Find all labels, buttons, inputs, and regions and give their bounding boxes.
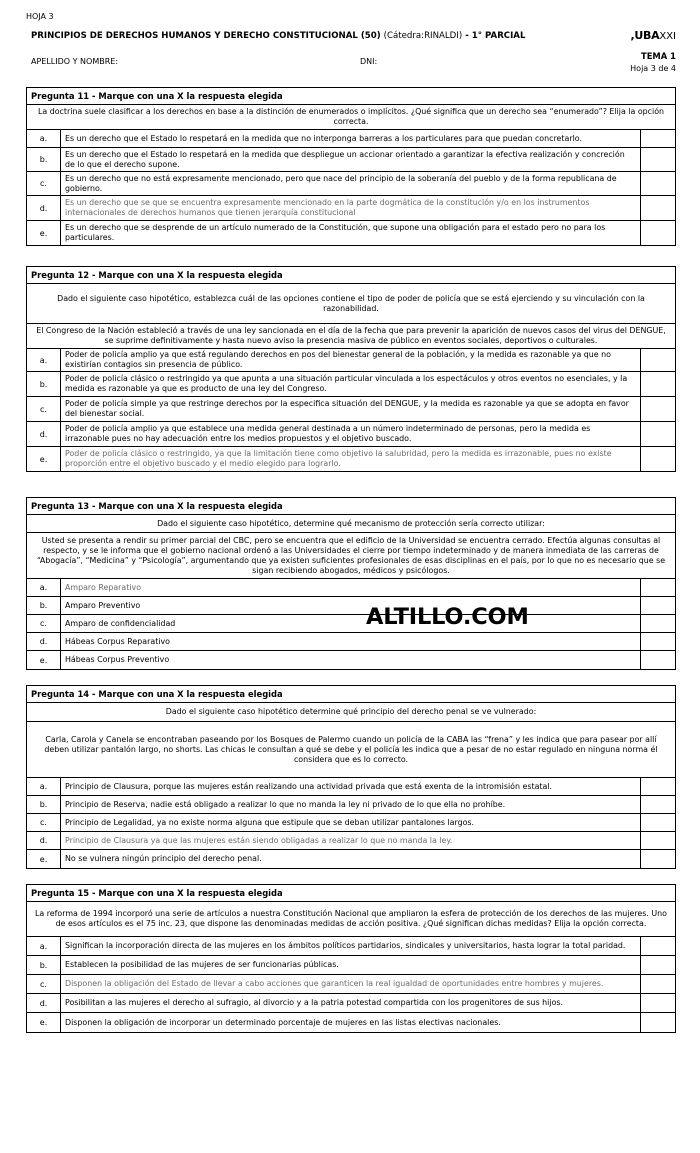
option-letter: b. <box>27 372 61 396</box>
question-prompt: Dado el siguiente caso hipotético, establezca cuál de las opciones contiene el tipo de poder de policía que se está ejerciendo y su vinculación con la razonabilidad. <box>27 284 675 324</box>
option-letter: e. <box>27 651 61 669</box>
option-row <box>27 221 675 245</box>
options-list <box>27 579 675 669</box>
question-14 <box>26 685 676 869</box>
option-row <box>27 447 675 471</box>
question-11 <box>26 87 676 246</box>
option-text: Hábeas Corpus Preventivo <box>65 655 170 664</box>
option-text: Disponen la obligación de incorporar un determinado porcentaje de mujeres en las listas electivas nacionales. <box>65 1017 501 1027</box>
answer-box[interactable] <box>640 937 675 955</box>
logo-sub: XXI <box>659 31 676 42</box>
question-prompt: Dado el siguiente caso hipotético, determine qué mecanismo de protección sería correcto utilizar: <box>27 515 675 533</box>
option-letter: c. <box>27 975 61 993</box>
answer-box[interactable] <box>640 172 675 195</box>
answer-box[interactable] <box>640 422 675 446</box>
option-text: Hábeas Corpus Reparativo <box>65 636 170 646</box>
question-header: Pregunta 12 - Marque con una X la respuesta elegida <box>27 267 675 284</box>
question-header: Pregunta 14 - Marque con una X la respuesta elegida <box>27 686 675 703</box>
answer-box[interactable] <box>640 349 675 371</box>
option-text: Disponen la obligación del Estado de llevar a cabo acciones que garanticen la real igualdad de oportunidades entre hombres y mujeres. <box>65 979 604 988</box>
option-row <box>27 172 675 196</box>
option-row <box>27 850 675 868</box>
logo-main: ,UBA <box>630 29 660 42</box>
option-row <box>27 994 675 1013</box>
option-row <box>27 651 675 669</box>
tema-label: TEMA 1 <box>641 51 676 61</box>
option-text: Amparo de confidencialidad <box>65 618 176 628</box>
option-row <box>27 814 675 832</box>
option-letter: a. <box>27 579 61 596</box>
options-list <box>27 349 675 471</box>
name-field-label: APELLIDO Y NOMBRE: <box>31 57 119 66</box>
answer-box[interactable] <box>640 597 675 614</box>
option-letter: a. <box>27 937 61 955</box>
answer-box[interactable] <box>640 615 675 632</box>
option-letter: c. <box>27 814 61 831</box>
option-text: Amparo Reparativo <box>65 582 142 592</box>
parcial-label: - 1° PARCIAL <box>465 31 526 41</box>
options-list <box>27 130 675 245</box>
question-case: Usted se presenta a rendir su primer parcial del CBC, pero se encuentra que el edificio de la Universidad se encuentra cerrado. Efectúa algunas consultas al respecto, y se le informa que el gobierno nacional ordenó a las Universidades el cierre por tiempo indeterminado y de manera inmediata de las carreras de “Abogacía”, “Medicina” y “Psicología”, argumentando que ya existen suficientes profesionales de esas disciplinas en el país, por lo que no es necesario que se sigan recibiendo abogados, médicos y psicólogos. <box>27 533 675 579</box>
answer-box[interactable] <box>640 832 675 849</box>
question-13 <box>26 497 676 670</box>
option-letter: b. <box>27 796 61 813</box>
question-prompt: Dado el siguiente caso hipotético determine qué principio del derecho penal se ve vulnerado: <box>27 703 675 722</box>
option-letter: e. <box>27 850 61 868</box>
option-text: Establecen la posibilidad de las mujeres de ser funcionarias públicas. <box>65 960 339 969</box>
option-row <box>27 130 675 148</box>
answer-box[interactable] <box>640 579 675 596</box>
answer-box[interactable] <box>640 397 675 421</box>
option-text: Poder de policía clásico o restringido, ya que la limitación tiene como objetivo la salubridad, pero la medida es irrazonable, pues no existe proporción entre el objetivo buscado y el medio elegido para lograrlo. <box>65 449 612 468</box>
option-letter: d. <box>27 994 61 1012</box>
answer-box[interactable] <box>640 196 675 220</box>
answer-box[interactable] <box>640 796 675 813</box>
option-row <box>27 778 675 796</box>
option-row <box>27 422 675 447</box>
option-text: Es un derecho que el Estado lo respetará en la medida que despliegue un accionar orientado a garantizar la efectiva realización y concreción de lo que el derecho supone. <box>65 149 625 169</box>
answer-box[interactable] <box>640 994 675 1012</box>
option-row <box>27 633 675 651</box>
option-text: Amparo Preventivo <box>65 600 141 610</box>
question-case: Carla, Carola y Canela se encontraban paseando por los Bosques de Palermo cuando un policía de la CABA las “frena” y les indica que para pasear por allí deben utilizar pantalón largo, no shorts. Las chicas le consultan a qué se debe y el policía les indica que a pesar de no estar regulado en ninguna norma él considera que es lo correcto. <box>27 722 675 778</box>
option-letter: d. <box>27 633 61 650</box>
question-15 <box>26 884 676 1033</box>
option-letter: c. <box>27 172 61 195</box>
option-row <box>27 148 675 172</box>
option-text: Principio de Clausura ya que las mujeres están siendo obligadas a realizar lo que no manda la ley. <box>65 835 453 845</box>
option-letter: b. <box>27 956 61 974</box>
option-text: No se vulnera ningún principio del derecho penal. <box>65 854 262 863</box>
answer-box[interactable] <box>640 956 675 974</box>
answer-box[interactable] <box>640 651 675 669</box>
option-text: Es un derecho que el Estado lo respetará en la medida que no interponga barreras a los particulares para que puedan concretarlo. <box>65 133 582 143</box>
option-text: Significan la incorporación directa de las mujeres en los ámbitos políticos partidarios, sindicales y universitarios, hasta lograr la total paridad. <box>65 941 626 950</box>
option-letter: a. <box>27 778 61 795</box>
option-letter: b. <box>27 597 61 614</box>
option-letter: d. <box>27 196 61 220</box>
option-text: Es un derecho que se desprende de un artículo numerado de la Constitución, que supone una obligación para el estado pero no para los particulares. <box>65 223 606 242</box>
answer-box[interactable] <box>640 372 675 396</box>
option-letter: d. <box>27 832 61 849</box>
option-text: Posibilitan a las mujeres el derecho al sufragio, al divorcio y a la patria potestad compartida con los progenitores de sus hijos. <box>65 998 564 1007</box>
option-text: Poder de policía amplio ya que está regulando derechos en pos del bienestar general de la población, y la medida es razonable ya que no existirían contagios sin presencia de público. <box>65 350 611 369</box>
answer-box[interactable] <box>640 633 675 650</box>
altillo-watermark: ALTILLO.COM <box>366 604 529 630</box>
uba-xxi-logo <box>631 29 676 42</box>
question-prompt: La doctrina suele clasificar a los derechos en base a la distinción de enumerados o implícitos. ¿Qué significa que un derecho sea “enumerado”? Elija la opción correcta. <box>27 105 675 130</box>
answer-box[interactable] <box>640 975 675 993</box>
option-row <box>27 796 675 814</box>
option-row <box>27 615 675 633</box>
answer-box[interactable] <box>640 148 675 171</box>
option-row <box>27 975 675 994</box>
option-row <box>27 196 675 221</box>
option-text: Poder de policía amplio ya que establece una medida general destinada a un número indeterminado de personas, pero la medida es irrazonable pues no hay adecuación entre los medios propuestos y el objetivo buscado. <box>65 424 591 443</box>
option-row <box>27 397 675 422</box>
answer-box[interactable] <box>640 130 675 147</box>
question-prompt: La reforma de 1994 incorporó una serie de artículos a nuestra Constitución Nacional que ampliaron la esfera de protección de los derechos de las mujeres. Uno de esos artículos es el 75 inc. 23, que dispone las denominadas medidas de acción positiva. ¿Qué significan dichas medidas? Elija la opción correcta. <box>27 902 675 937</box>
option-letter: d. <box>27 422 61 446</box>
option-letter: e. <box>27 1013 61 1032</box>
question-header: Pregunta 11 - Marque con una X la respuesta elegida <box>27 88 675 105</box>
catedra: (Cátedra:RINALDI) <box>383 31 463 41</box>
question-12 <box>26 266 676 472</box>
option-letter: e. <box>27 221 61 245</box>
option-row <box>27 372 675 397</box>
subject-title: PRINCIPIOS DE DERECHOS HUMANOS Y DERECHO CONSTITUCIONAL (50) <box>31 31 381 41</box>
option-letter: e. <box>27 447 61 471</box>
option-row <box>27 937 675 956</box>
option-row <box>27 832 675 850</box>
option-text: Principio de Reserva, nadie está obligado a realizar lo que no manda la ley ni privado de lo que ella no prohíbe. <box>65 799 506 809</box>
hoja-label: HOJA 3 <box>26 12 54 21</box>
answer-box[interactable] <box>640 778 675 795</box>
question-header: Pregunta 15 - Marque con una X la respuesta elegida <box>27 885 675 902</box>
options-list <box>27 937 675 1032</box>
answer-box[interactable] <box>640 814 675 831</box>
answer-box[interactable] <box>640 1013 675 1032</box>
exam-title <box>31 31 525 41</box>
option-text: Es un derecho que no está expresamente mencionado, pero que nace del principio de la soberanía del pueblo y de la forma republicana de gobierno. <box>65 173 617 193</box>
option-letter: a. <box>27 130 61 147</box>
option-row <box>27 597 675 615</box>
page-count: Hoja 3 de 4 <box>630 64 676 73</box>
option-text: Es un derecho que se que se encuentra expresamente mencionado en la parte dogmática de la constitución y/o en los instrumentos internacionales de derechos humanos que tienen jerarquía constitucional <box>65 198 590 217</box>
option-row <box>27 579 675 597</box>
question-header: Pregunta 13 - Marque con una X la respuesta elegida <box>27 498 675 515</box>
option-row <box>27 1013 675 1032</box>
option-text: Poder de policía simple ya que restringe derechos por la especifica situación del DENGUE, y la medida es razonable ya que se adopta en favor del bienestar social. <box>65 399 629 418</box>
option-text: Principio de Legalidad, ya no existe norma alguna que estipule que se deban utilizar pantalones largos. <box>65 817 475 827</box>
question-case: El Congreso de la Nación estableció a través de una ley sancionada en el día de la fecha que para prevenir la aparición de nuevos casos del virus del DENGUE, se suprime definitivamente y hasta nuevo aviso la presencia masiva de público en eventos sociales, deportivos o culturales. <box>27 324 675 349</box>
option-text: Poder de policía clásico o restringido ya que apunta a una situación particular vinculada a los espectáculos y otros eventos no esenciales, y la medida es razonable ya que es producto de una ley del Congreso. <box>65 374 628 393</box>
option-letter: c. <box>27 615 61 632</box>
option-row <box>27 349 675 372</box>
answer-box[interactable] <box>640 221 675 245</box>
dni-field-label: DNI: <box>360 57 378 66</box>
option-text: Principio de Clausura, porque las mujeres están realizando una actividad privada que está exenta de la intromisión estatal. <box>65 781 553 791</box>
options-list <box>27 778 675 868</box>
option-row <box>27 956 675 975</box>
answer-box[interactable] <box>640 447 675 471</box>
option-letter: b. <box>27 148 61 171</box>
option-letter: a. <box>27 349 61 371</box>
answer-box[interactable] <box>640 850 675 868</box>
option-letter: c. <box>27 397 61 421</box>
